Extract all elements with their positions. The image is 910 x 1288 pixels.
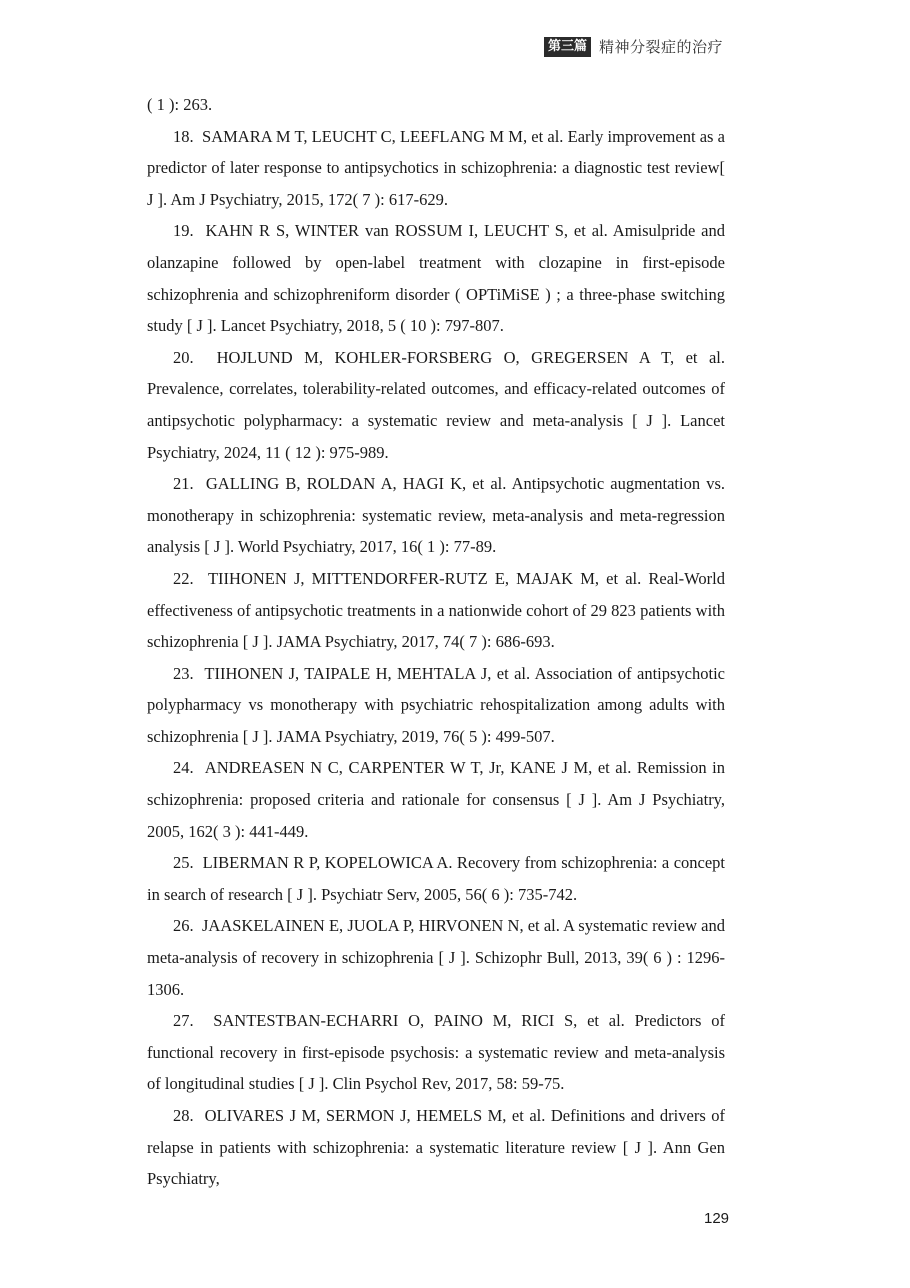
- reference-text: GALLING B, ROLDAN A, HAGI K, et al. Antipsychotic augmentation vs. monotherapy in schizophrenia: systematic review, meta-analysis and meta-regression analysis [ J ]. World Psychiatry, 2017, 16( 1 ): 77-89.: [147, 474, 726, 557]
- reference-number: 22.: [173, 568, 194, 588]
- reference-number: 25.: [173, 853, 194, 873]
- running-header: [544, 36, 723, 57]
- reference-item: [147, 215, 725, 341]
- reference-item: [147, 1005, 725, 1100]
- reference-item: [147, 847, 725, 910]
- reference-number: 19.: [173, 221, 194, 241]
- reference-item: [147, 1100, 725, 1195]
- reference-text: ANDREASEN N C, CARPENTER W T, Jr, KANE J M, et al. Remission in schizophrenia: proposed criteria and rationale for consensus [ J ]. Am J Psychiatry, 2005, 162( 3 ): 441-449.: [147, 758, 725, 841]
- reference-number: 24.: [173, 758, 194, 778]
- reference-item: [147, 563, 725, 658]
- reference-number: 23.: [173, 663, 194, 683]
- reference-item: [147, 752, 725, 847]
- chapter-title: 精神分裂症的治疗: [598, 38, 723, 56]
- reference-text: LIBERMAN R P, KOPELOWICA A. Recovery from schizophrenia: a concept in search of research [ J ]. Psychiatr Serv, 2005, 56( 6 ): 735-742.: [147, 853, 725, 904]
- reference-text: TIIHONEN J, MITTENDORFER-RUTZ E, MAJAK M, et al. Real-World effectiveness of antipsychotic treatments in a nationwide cohort of 29 823 patients with schizophrenia [ J ]. JAMA Psychiatry, 2017, 74( 7 ): 686-693.: [147, 568, 725, 652]
- reference-item: [147, 468, 725, 563]
- reference-text: SANTESTBAN-ECHARRI O, PAINO M, RICI S, et al. Predictors of functional recovery in first-episode psychosis: a systematic review and meta-analysis of longitudinal studies [ J ]. Clin Psychol Rev, 2017, 58: 59-75.: [147, 1011, 725, 1094]
- reference-list: [147, 89, 725, 1195]
- reference-item: [147, 910, 725, 1005]
- reference-item: [147, 342, 725, 468]
- reference-item: [147, 658, 725, 753]
- reference-number: 18.: [173, 126, 194, 146]
- reference-number: 21.: [173, 474, 194, 494]
- reference-item: [147, 121, 725, 216]
- reference-text: KAHN R S, WINTER van ROSSUM I, LEUCHT S, et al. Amisulpride and olanzapine followed by open-label treatment with clozapine in first-episode schizophrenia and schizophreniform disorder ( OPTiMiSE ) ; a three-phase switching study [ J ]. Lancet Psychiatry, 2018, 5 ( 10 ): 797-807.: [147, 221, 726, 336]
- reference-number: 27.: [173, 1011, 194, 1031]
- page-number: 129: [704, 1210, 730, 1227]
- part-label-badge: 第三篇: [544, 37, 591, 57]
- reference-number: 26.: [173, 916, 194, 936]
- reference-text: JAASKELAINEN E, JUOLA P, HIRVONEN N, et al. A systematic review and meta-analysis of recovery in schizophrenia [ J ]. Schizophr Bull, 2013, 39( 6 ) : 1296-1306.: [147, 916, 726, 999]
- reference-number: 20.: [173, 347, 194, 367]
- reference-continuation: ( 1 ): 263.: [147, 95, 213, 114]
- reference-text: OLIVARES J M, SERMON J, HEMELS M, et al. Definitions and drivers of relapse in patients with schizophrenia: a systematic literature review [ J ]. Ann Gen Psychiatry,: [147, 1106, 726, 1189]
- reference-text: HOJLUND M, KOHLER-FORSBERG O, GREGERSEN A T, et al. Prevalence, correlates, tolerability-related outcomes, and efficacy-related outcomes of antipsychotic polypharmacy: a systematic review and meta-analysis [ J ]. Lancet Psychiatry, 2024, 11 ( 12 ): 975-989.: [147, 347, 725, 462]
- reference-number: 28.: [173, 1106, 194, 1125]
- reference-text: SAMARA M T, LEUCHT C, LEEFLANG M M, et al. Early improvement as a predictor of later response to antipsychotics in schizophrenia: a diagnostic test review[ J ]. Am J Psychiatry, 2015, 172( 7 ): 617-629.: [147, 126, 726, 209]
- reference-text: TIIHONEN J, TAIPALE H, MEHTALA J, et al. Association of antipsychotic polypharmacy vs monotherapy with psychiatric rehospitalization among adults with schizophrenia [ J ]. JAMA Psychiatry, 2019, 76( 5 ): 499-507.: [147, 663, 725, 746]
